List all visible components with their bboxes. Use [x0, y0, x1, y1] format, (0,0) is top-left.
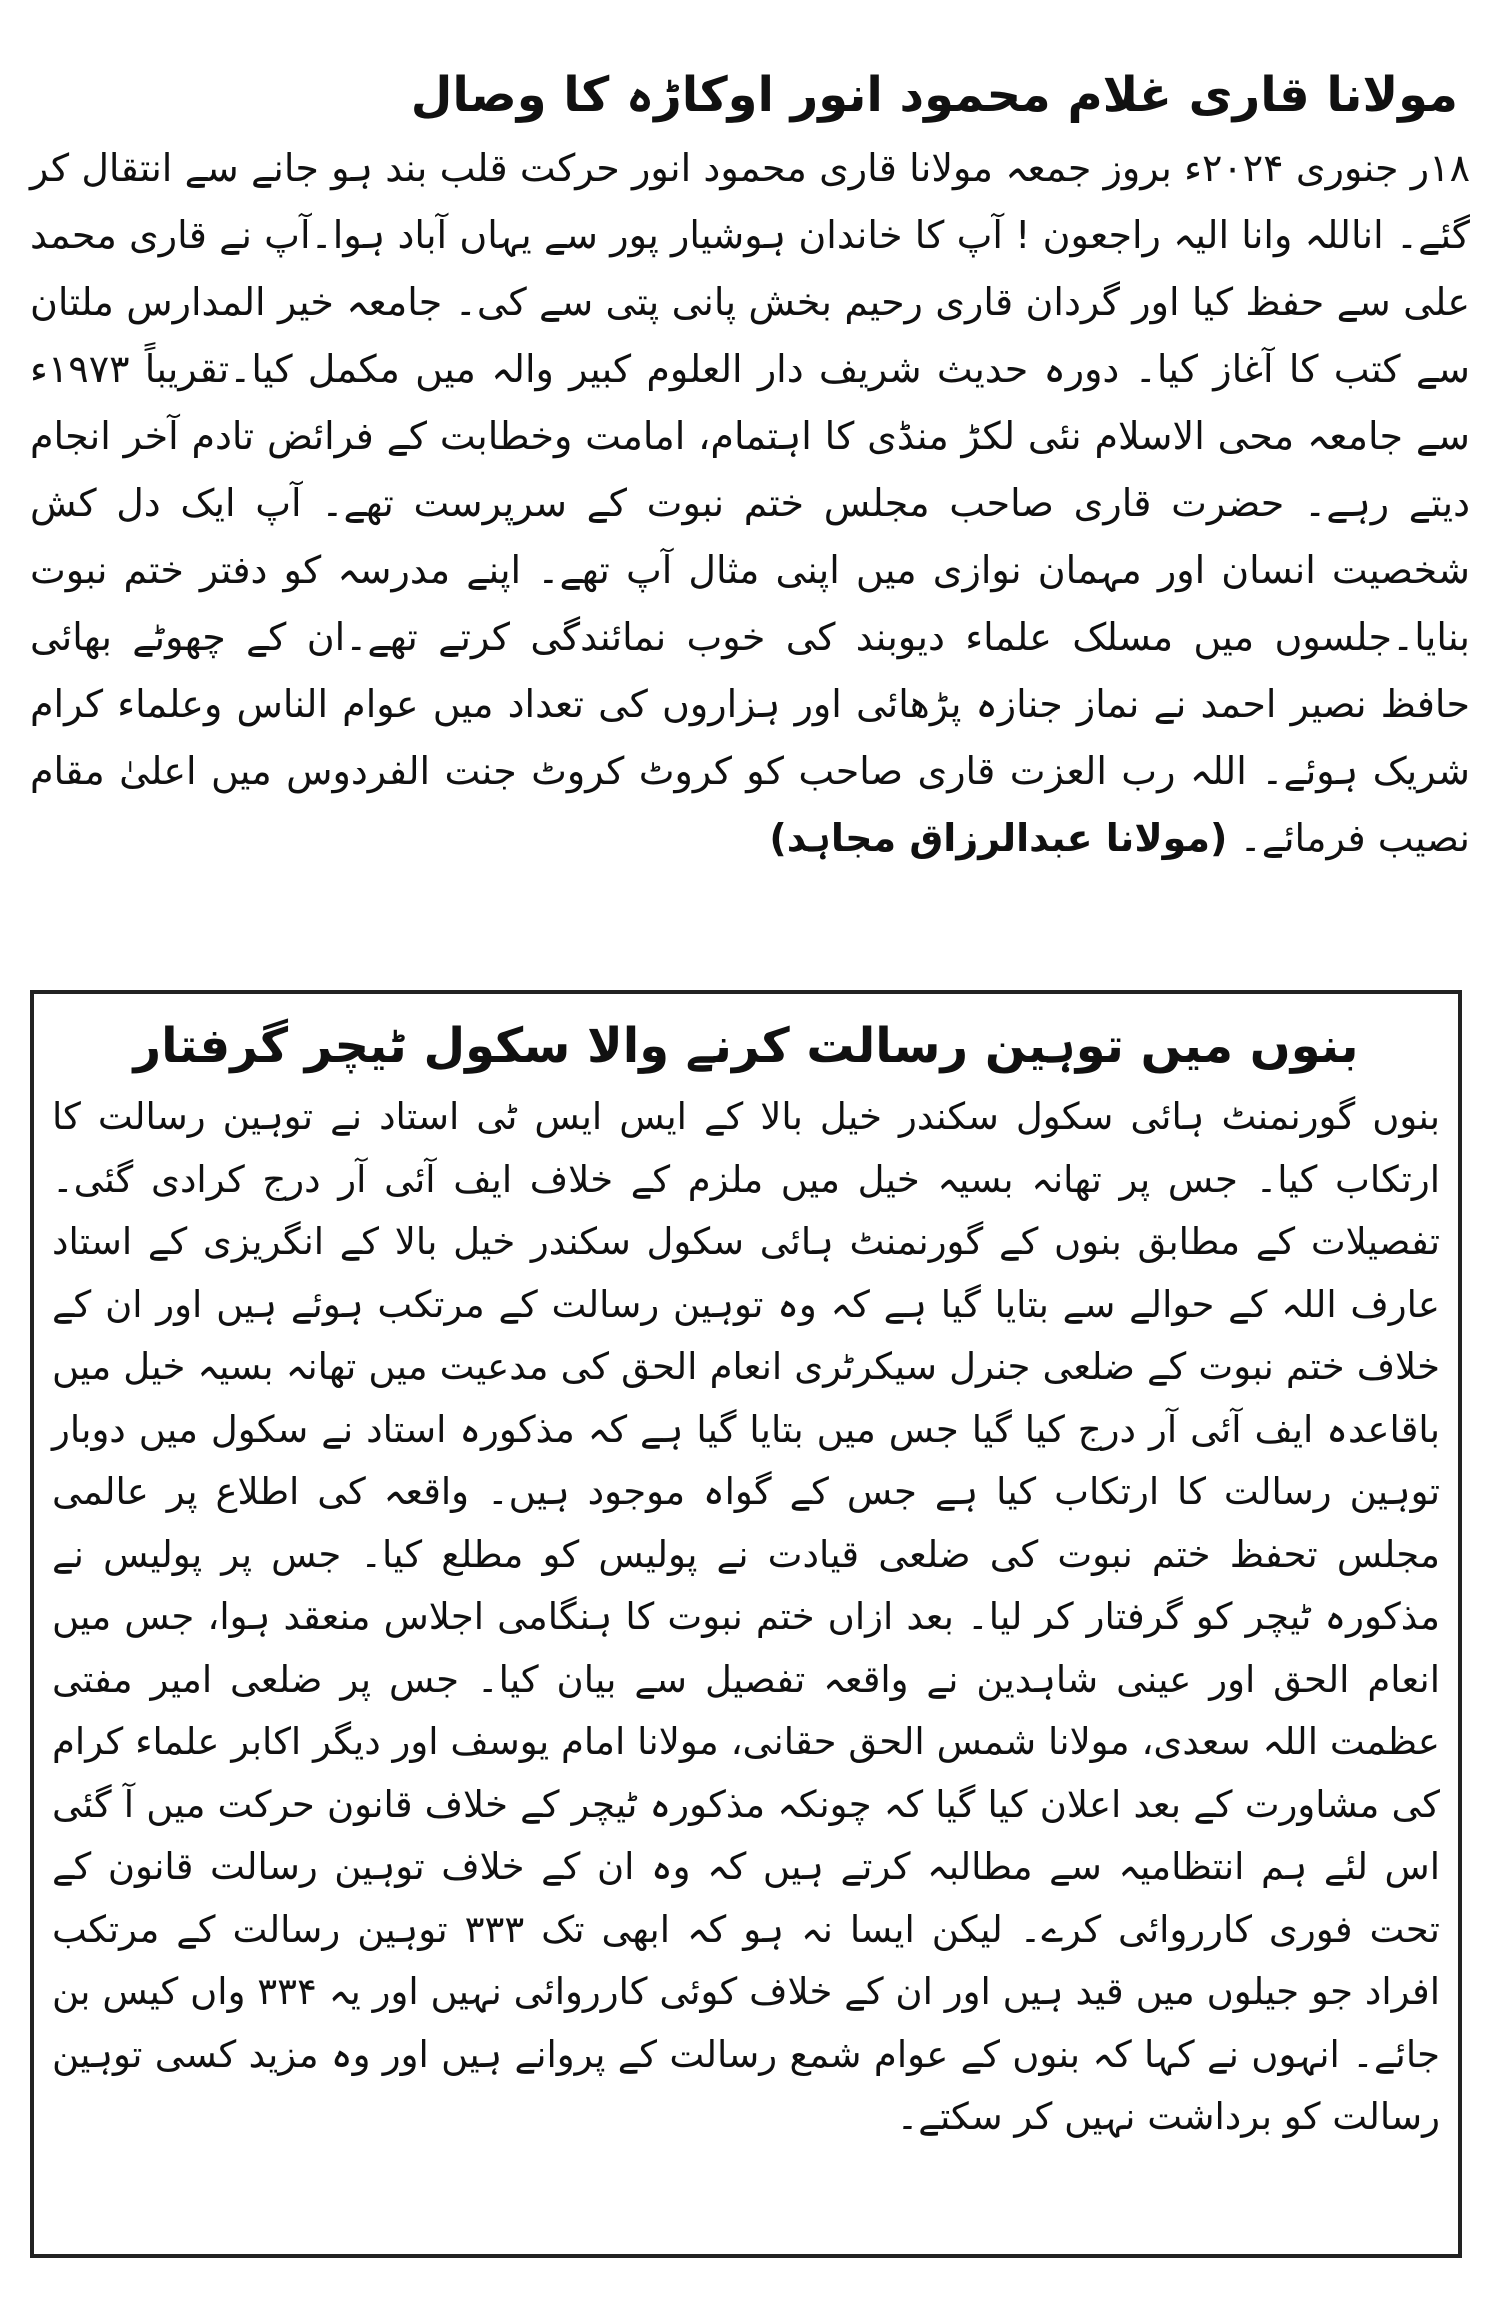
news-headline: بنوں میں توہین رسالت کرنے والا سکول ٹیچر گرفتار	[133, 1018, 1359, 1074]
news-body: بنوں گورنمنٹ ہائی سکول سکندر خیل بالا کے ایس ایس ٹی استاد نے توہین رسالت کا ارتکاب کیا۔ جس پر تھانہ بسیہ خیل میں ملزم کے خلاف ایف آئی آر درج کرادی گئی۔ تفصیلات کے مطابق بنوں کے گورنمنٹ ہائی سکول سکندر خیل بالا کے انگریزی کے استاد عارف اللہ کے حوالے سے بتایا گیا ہے کہ وہ توہین رسالت کے مرتکب ہوئے ہیں اور ان کے خلاف ختم نبوت کے ضلعی جنرل سیکرٹری انعام الحق کی مدعیت میں تھانہ بسیہ خیل میں باقاعدہ ایف آئی آر درج کیا گیا جس میں بتایا گیا ہے کہ مذکورہ استاد نے سکول میں دوبار توہین رسالت کا ارتکاب کیا ہے جس کے گواہ موجود ہیں۔ واقعہ کی اطلاع پر عالمی مجلس تحفظ ختم نبوت کی ضلعی قیادت نے پولیس کو مطلع کیا۔ جس پر پولیس نے مذکورہ ٹیچر کو گرفتار کر لیا۔ بعد ازاں ختم نبوت کا ہنگامی اجلاس منعقد ہوا، جس میں انعام الحق اور عینی شاہدین نے واقعہ تفصیل سے بیان کیا۔ جس پر ضلعی امیر مفتی عظمت اللہ سعدی، مولانا شمس الحق حقانی، مولانا امام یوسف اور دیگر اکابر علماء کرام کی مشاورت کے بعد اعلان کیا گیا کہ چونکہ مذکورہ ٹیچر کے خلاف قانون حرکت میں آ گئی اس لئے ہم انتظامیہ سے مطالبہ کرتے ہیں کہ وہ ان کے خلاف توہین رسالت قانون کے تحت فوری کارروائی کرے۔ لیکن ایسا نہ ہو کہ ابھی تک ۳۳۳ توہین رسالت کے مرتکب افراد جو جیلوں میں قید ہیں اور ان کے خلاف کوئی کارروائی نہیں اور یہ ۳۳۴ واں کیس بن جائے۔ انہوں نے کہا کہ بنوں کے عوام شمع رسالت کے پروانے ہیں اور وہ مزید کسی توہین رسالت کو برداشت نہیں کر سکتے۔	[52, 1095, 1440, 2138]
news-box-inner	[52, 1006, 1440, 2242]
obituary-body	[30, 135, 1470, 872]
news-box	[30, 990, 1462, 2258]
obituary-byline: (مولانا عبدالرزاق مجاہد)	[769, 816, 1228, 860]
obituary-body-text: ۱۸ر جنوری ۲۰۲۴ء بروز جمعہ مولانا قاری محمود انور حرکت قلب بند ہو جانے سے انتقال کر گئے۔ اناللہ وانا الیہ راجعون ! آپ کا خاندان ہوشیار پور سے یہاں آباد ہوا۔آپ نے قاری محمد علی سے حفظ کیا اور گردان قاری رحیم بخش پانی پتی سے کی۔ جامعہ خیر المدارس ملتان سے کتب کا آغاز کیا۔ دورہ حدیث شریف دار العلوم کبیر والہ میں مکمل کیا۔تقریباً ۱۹۷۳ء سے جامعہ محی الاسلام نئی لکڑ منڈی کا اہتمام، امامت وخطابت کے فرائض تادم آخر انجام دیتے رہے۔ حضرت قاری صاحب مجلس ختم نبوت کے سرپرست تھے۔ آپ ایک دل کش شخصیت انسان اور مہمان نوازی میں اپنی مثال آپ تھے۔ اپنے مدرسہ کو دفتر ختم نبوت بنایا۔جلسوں میں مسلک علماء دیوبند کی خوب نمائندگی کرتے تھے۔ان کے چھوٹے بھائی حافظ نصیر احمد نے نماز جنازہ پڑھائی اور ہزاروں کی تعداد میں عوام الناس وعلماء کرام شریک ہوئے۔ اللہ رب العزت قاری صاحب کو کروٹ کروٹ جنت الفردوس میں اعلیٰ مقام نصیب فرمائے۔	[30, 146, 1470, 860]
obituary-article	[30, 55, 1470, 872]
obituary-headline: مولانا قاری غلام محمود انور اوکاڑہ کا وصال	[410, 67, 1458, 123]
